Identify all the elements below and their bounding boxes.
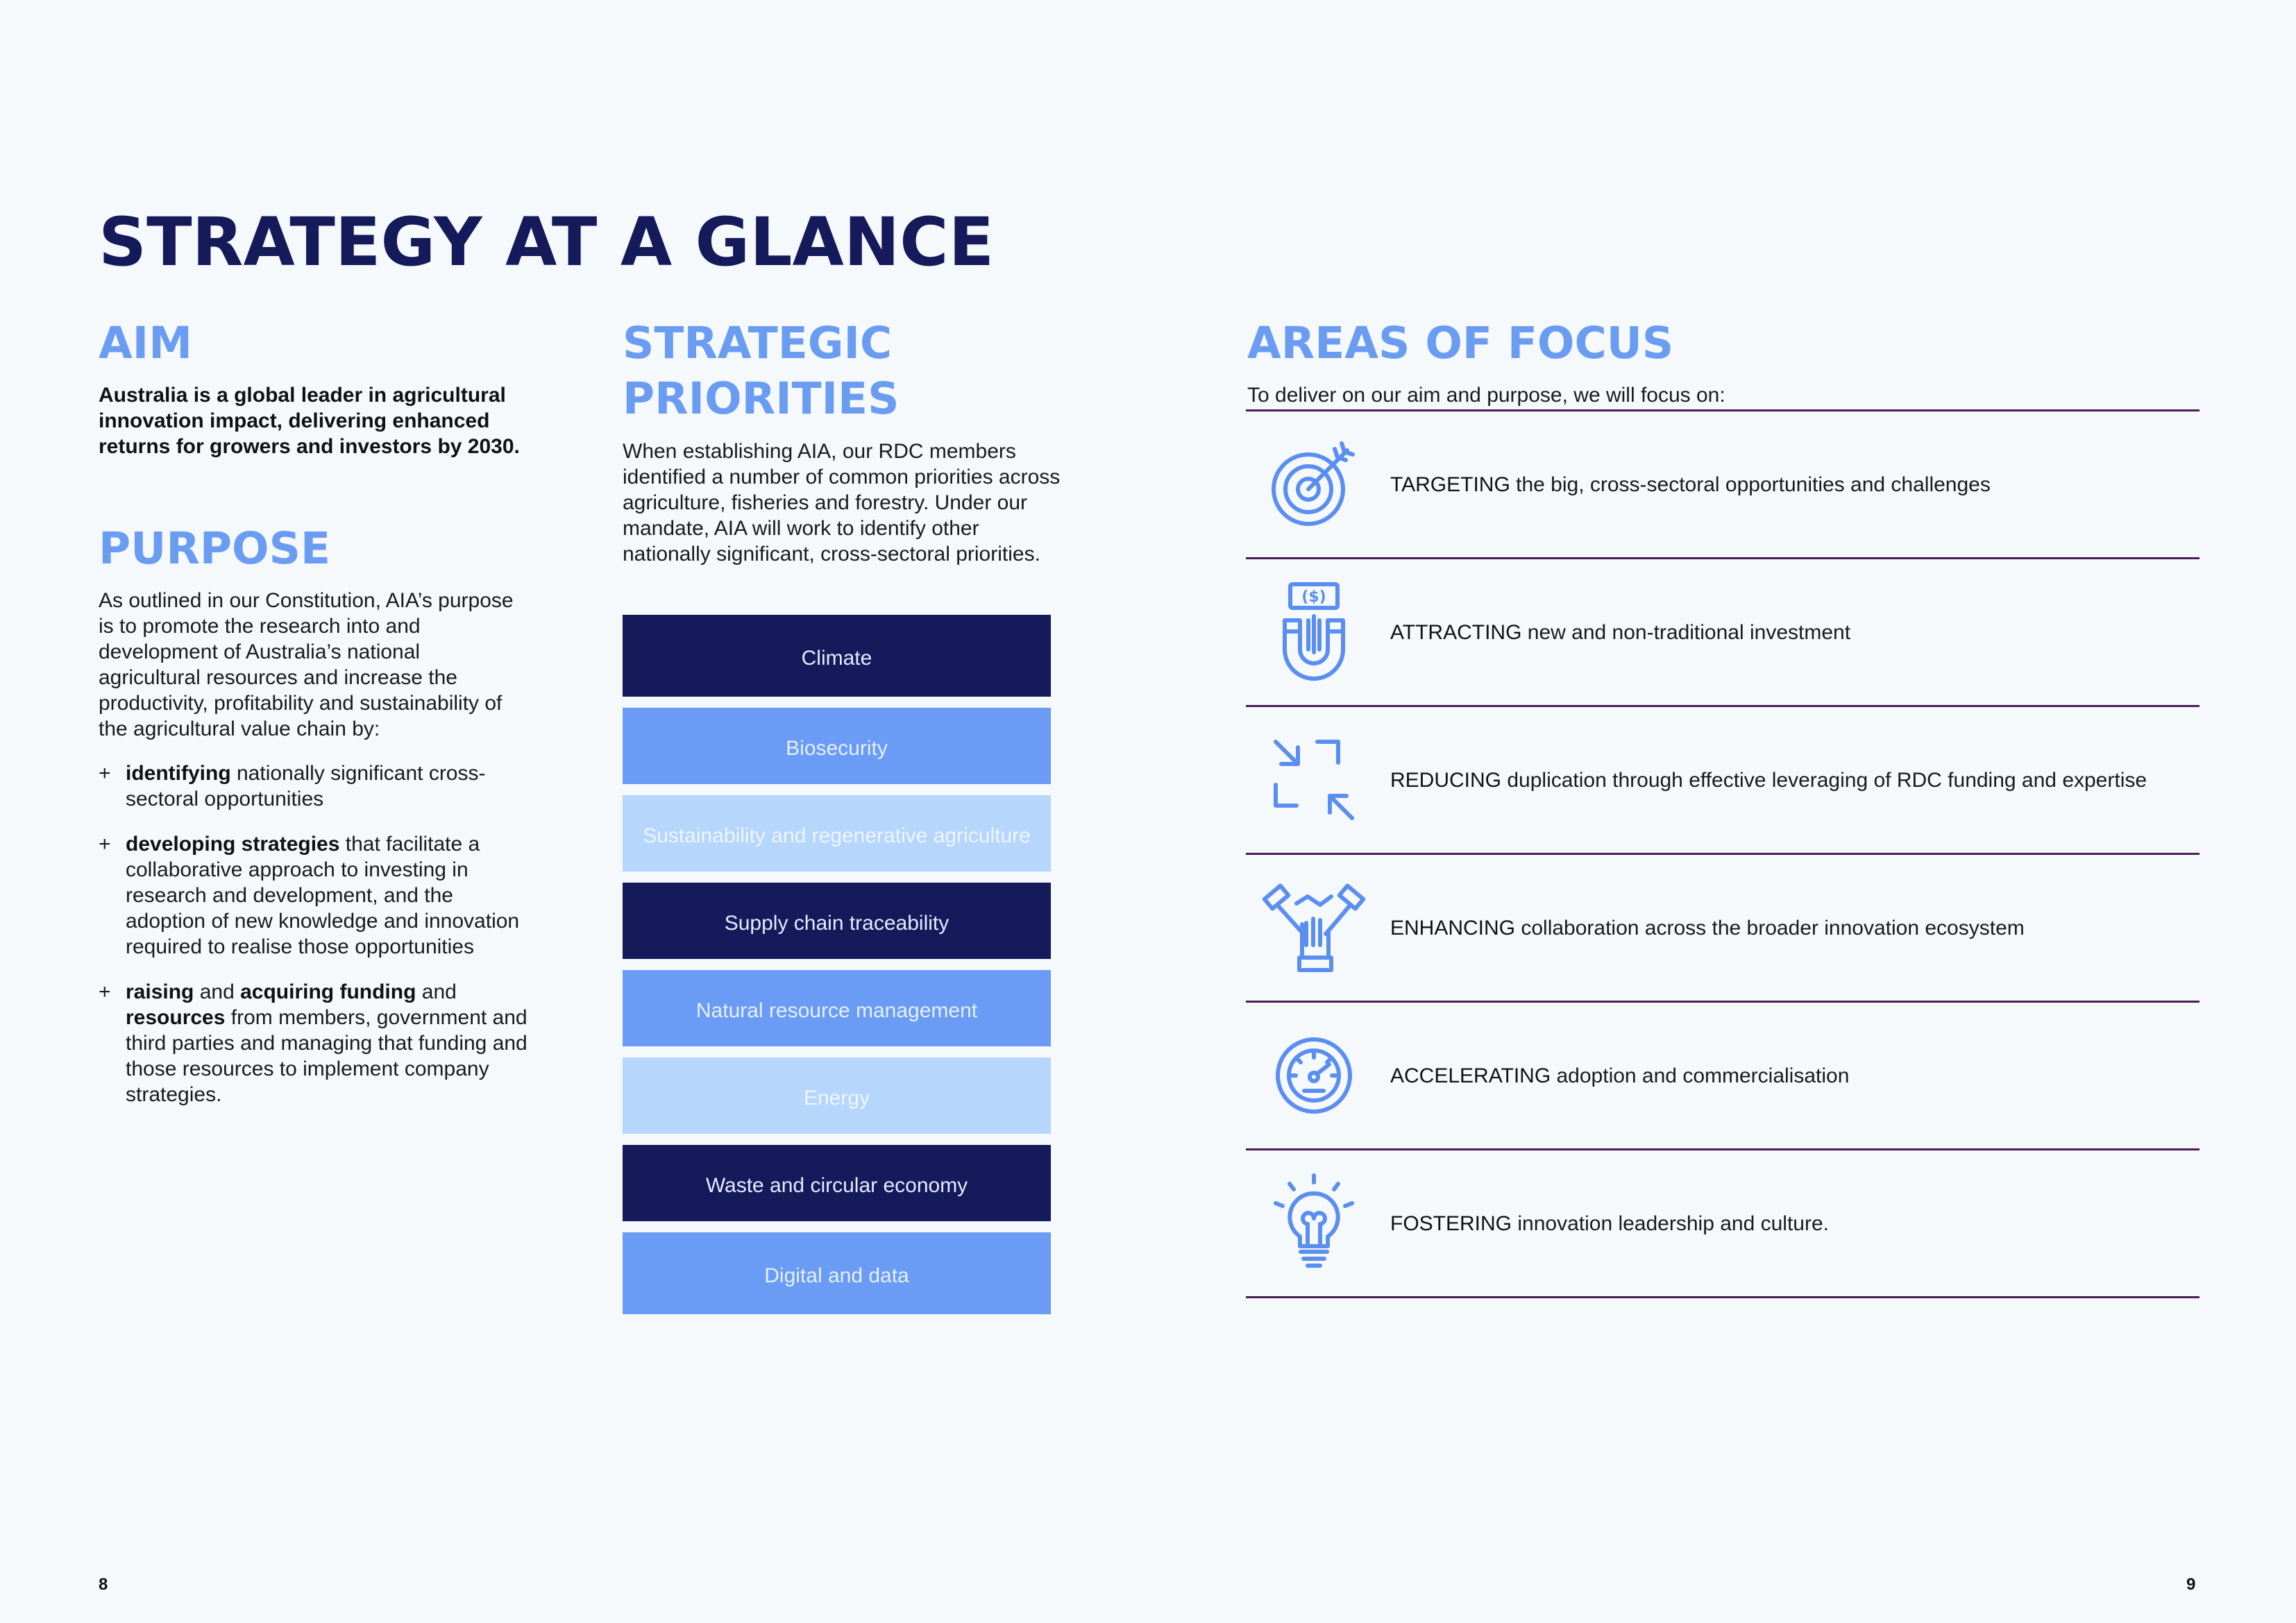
- focus-item-text: [1390, 1211, 1829, 1237]
- bullet-text: that facilitate a collaborative approach to investing in research and development, and the adoption of new knowledge and innovation required to realise those opportunities: [126, 833, 520, 958]
- aim-statement: Australia is a global leader in agricultural innovation impact, delivering enhanced returns for growers and investors by 2030.: [99, 384, 520, 458]
- priorities-heading-line2: PRIORITIES: [623, 373, 900, 424]
- priorities-heading-line1: STRATEGIC: [623, 318, 893, 368]
- divider: [1246, 1296, 2200, 1298]
- focus-item-accelerating: [1246, 1002, 2200, 1149]
- focus-item-attracting: [1246, 559, 2200, 706]
- bullet-keyword: acquiring funding: [240, 980, 416, 1003]
- priorities-intro: When establishing AIA, our RDC members identified a number of common priorities across agriculture, fisheries and forestry. Under our mandate, AIA will work to identify other nationally significant, cross-sectoral priorities.: [623, 440, 1061, 566]
- purpose-heading: PURPOSE: [99, 523, 330, 574]
- purpose-intro: As outlined in our Constitution, AIA’s purpose is to promote the research into and development of Australia’s national agricultural resources and increase the productivity, profitability and sustainability of the agricultural value chain by:: [99, 589, 514, 740]
- handshake-icon: [1246, 872, 1382, 983]
- focus-description: adoption and commercialisation: [1551, 1064, 1850, 1087]
- focus-item-fostering: [1246, 1150, 2200, 1297]
- focus-item-text: [1390, 620, 1850, 645]
- focus-item-text: [1390, 915, 2025, 941]
- focus-description: the big, cross-sectoral opportunities and challenges: [1510, 473, 1991, 496]
- bullet-keyword: raising: [126, 980, 194, 1003]
- speedometer-icon: [1246, 1020, 1382, 1131]
- bullet-plus-icon: +: [99, 762, 111, 785]
- priority-item-waste: Waste and circular economy: [623, 1145, 1051, 1221]
- focus-item-text: [1390, 472, 1991, 498]
- focus-item-text: [1390, 1063, 1849, 1089]
- priority-item-climate: Climate: [623, 615, 1051, 697]
- purpose-bullet: [99, 760, 543, 812]
- priorities-list: [623, 615, 1051, 1314]
- focus-keyword: REDUCING: [1390, 768, 1502, 792]
- aim-heading: AIM: [99, 318, 192, 368]
- focus-item-enhancing: [1246, 854, 2200, 1001]
- focus-description: collaboration across the broader innovation ecosystem: [1515, 916, 2025, 940]
- focus-intro: To deliver on our aim and purpose, we will focus on:: [1247, 384, 1725, 407]
- reduce-arrows-icon: [1246, 724, 1382, 835]
- bullet-plus-icon: +: [99, 833, 111, 856]
- focus-keyword: ENHANCING: [1390, 916, 1516, 940]
- focus-item-reducing: [1246, 706, 2200, 853]
- focus-keyword: TARGETING: [1390, 473, 1510, 496]
- focus-keyword: ACCELERATING: [1390, 1064, 1551, 1087]
- bullet-plus-icon: +: [99, 980, 111, 1003]
- priority-item-energy: Energy: [623, 1057, 1051, 1134]
- magnet-money-icon: [1246, 577, 1382, 688]
- focus-item-text: [1390, 767, 2147, 793]
- priority-item-supply-chain: Supply chain traceability: [623, 883, 1051, 959]
- priority-item-biosecurity: Biosecurity: [623, 708, 1051, 784]
- priority-item-natural-resource: Natural resource management: [623, 970, 1051, 1046]
- page-number-left: 8: [99, 1575, 108, 1594]
- target-icon: [1246, 429, 1382, 540]
- bullet-keyword: resources: [126, 1006, 226, 1029]
- focus-description: new and non-traditional investment: [1521, 620, 1851, 644]
- bullet-keyword: identifying: [126, 762, 231, 785]
- focus-description: innovation leadership and culture.: [1512, 1212, 1829, 1235]
- bullet-text: nationally significant cross-sectoral opportunities: [126, 762, 486, 810]
- priority-item-sustainability: Sustainability and regenerative agriculture: [623, 795, 1051, 872]
- purpose-bullet-list: [99, 760, 543, 1127]
- focus-item-targeting: [1246, 411, 2200, 558]
- focus-keyword: FOSTERING: [1390, 1212, 1512, 1235]
- bullet-text: from members, government and third parties and managing that funding and those resources to implement company strategies.: [126, 1006, 527, 1106]
- focus-description: duplication through effective leveraging of RDC funding and expertise: [1501, 768, 2147, 792]
- bullet-text: and: [416, 980, 457, 1003]
- page-number-right: 9: [2186, 1575, 2196, 1594]
- focus-keyword: ATTRACTING: [1390, 620, 1522, 644]
- svg-text:($): ($): [1301, 588, 1326, 606]
- priority-item-digital: Digital and data: [623, 1232, 1051, 1314]
- purpose-bullet: [99, 979, 549, 1107]
- bullet-text: and: [194, 980, 241, 1003]
- lightbulb-icon: [1246, 1168, 1382, 1279]
- purpose-bullet: [99, 831, 532, 960]
- bullet-keyword: developing strategies: [126, 833, 340, 856]
- page-title: STRATEGY AT A GLANCE: [99, 203, 995, 281]
- focus-heading: AREAS OF FOCUS: [1247, 318, 1674, 368]
